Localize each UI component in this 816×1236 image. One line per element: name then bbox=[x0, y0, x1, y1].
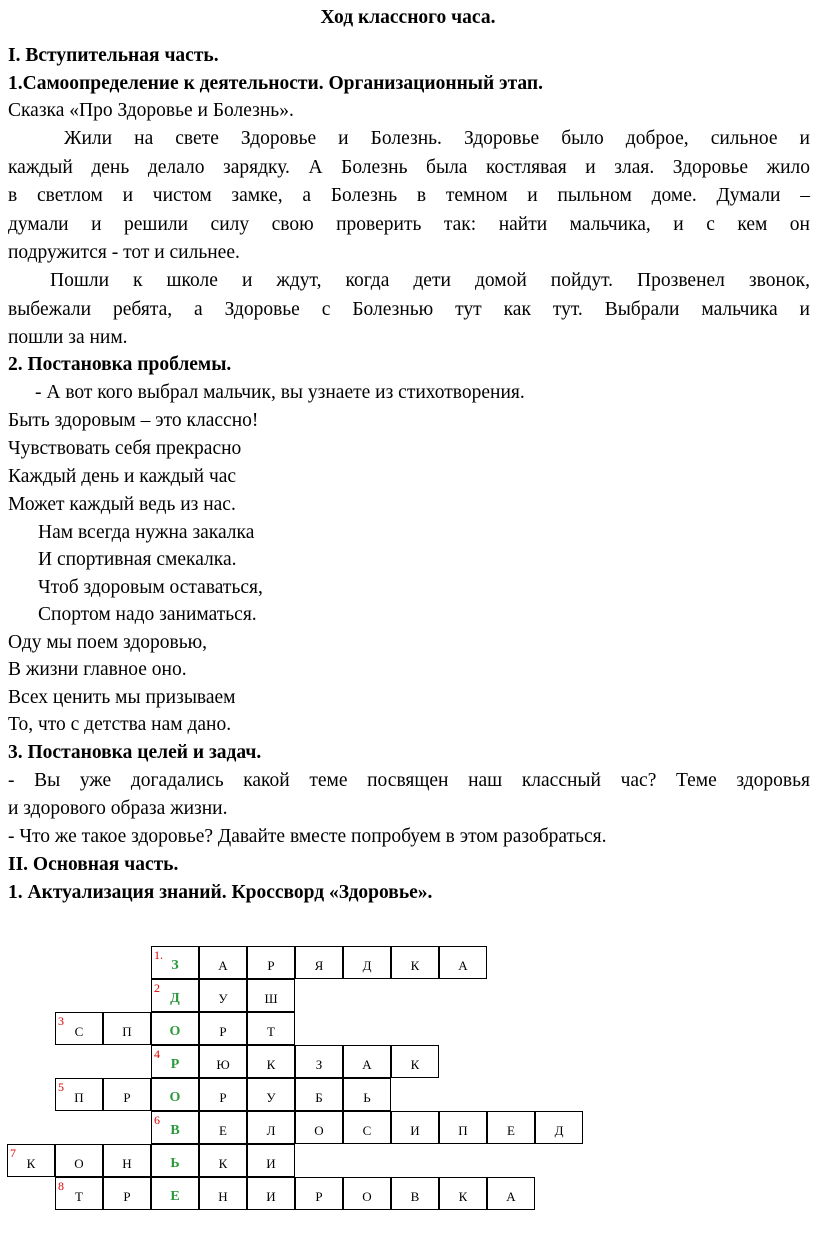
crossword-key-cell[interactable]: Е bbox=[151, 1177, 199, 1210]
crossword-cell[interactable]: Д bbox=[535, 1111, 583, 1144]
tale-line: Жили на свете Здоровье и Болезнь. Здоровье было доброе, сильное и bbox=[64, 128, 810, 149]
poem-line: Чтоб здоровым оставаться, bbox=[38, 577, 263, 598]
tale-line: Пошли к школе и ждут, когда дети домой пойдут. Прозвенел звонок, bbox=[50, 270, 810, 291]
crossword-clue-number: 7 bbox=[10, 1146, 16, 1160]
crossword-cell[interactable]: Б bbox=[295, 1078, 343, 1111]
crossword-cell[interactable]: А bbox=[343, 1045, 391, 1078]
crossword-cell[interactable]: В bbox=[391, 1177, 439, 1210]
crossword-cell[interactable]: Т bbox=[55, 1177, 103, 1210]
poem-line: Каждый день и каждый час bbox=[8, 466, 237, 487]
crossword-cell[interactable]: Д bbox=[343, 946, 391, 979]
tale-line: каждый день делало зарядку. А Болезнь была костлявая и злая. Здоровье жило bbox=[8, 157, 810, 178]
tale-line: выбежали ребята, а Здоровье с Болезнью тут как тут. Выбрали мальчика и bbox=[8, 299, 810, 320]
crossword-cell[interactable]: И bbox=[391, 1111, 439, 1144]
poem-line: Быть здоровым – это классно! bbox=[8, 410, 259, 431]
crossword-cell[interactable]: Н bbox=[199, 1177, 247, 1210]
poem-line: Оду мы поем здоровью, bbox=[8, 632, 208, 653]
crossword-cell[interactable]: Е bbox=[199, 1111, 247, 1144]
crossword-cell[interactable]: К bbox=[199, 1144, 247, 1177]
crossword-clue-number: 4 bbox=[154, 1047, 160, 1061]
crossword-key-cell[interactable]: З bbox=[151, 946, 199, 979]
crossword-cell[interactable]: С bbox=[55, 1012, 103, 1045]
subheading-crossword: 1. Актуализация знаний. Кроссворд «Здоровье». bbox=[8, 882, 433, 903]
crossword-cell[interactable]: Р bbox=[247, 946, 295, 979]
crossword-cell[interactable]: П bbox=[55, 1078, 103, 1111]
crossword-cell[interactable]: У bbox=[247, 1078, 295, 1111]
subheading-problem: 2. Постановка проблемы. bbox=[8, 354, 232, 375]
crossword-clue-number: 8 bbox=[58, 1179, 64, 1193]
goals-line: - Вы уже догадались какой теме посвящен наш классный час? Теме здоровья bbox=[8, 770, 810, 791]
crossword-cell[interactable]: И bbox=[247, 1177, 295, 1210]
crossword-cell[interactable]: П bbox=[439, 1111, 487, 1144]
crossword-cell[interactable]: А bbox=[199, 946, 247, 979]
goals-line: - Что же такое здоровье? Давайте вместе попробуем в этом разобраться. bbox=[8, 826, 607, 847]
crossword-cell[interactable]: И bbox=[247, 1144, 295, 1177]
poem-line: И спортивная смекалка. bbox=[38, 549, 237, 570]
subheading-self-determination: 1.Самоопределение к деятельности. Организационный этап. bbox=[8, 73, 543, 94]
poem-line: Спортом надо заниматься. bbox=[38, 604, 257, 625]
goals-line: и здорового образа жизни. bbox=[8, 798, 228, 819]
crossword-cell[interactable]: О bbox=[295, 1111, 343, 1144]
page-title: Ход классного часа. bbox=[320, 7, 496, 28]
poem-line: В жизни главное оно. bbox=[8, 659, 187, 680]
crossword-cell[interactable]: Р bbox=[103, 1078, 151, 1111]
crossword-cell[interactable]: К bbox=[7, 1144, 55, 1177]
crossword-key-cell[interactable]: Ь bbox=[151, 1144, 199, 1177]
tale-line: в светлом и чистом замке, а Болезнь в темном и пыльном доме. Думали – bbox=[8, 185, 810, 206]
tale-line: пошли за ним. bbox=[8, 327, 128, 348]
crossword-clue-number: 6 bbox=[154, 1113, 160, 1127]
crossword-key-cell[interactable]: О bbox=[151, 1012, 199, 1045]
crossword-cell[interactable]: О bbox=[55, 1144, 103, 1177]
poem-line: Может каждый ведь из нас. bbox=[8, 494, 236, 515]
crossword-key-cell[interactable]: Д bbox=[151, 979, 199, 1012]
crossword-key-cell[interactable]: О bbox=[151, 1078, 199, 1111]
crossword-cell[interactable]: П bbox=[103, 1012, 151, 1045]
subheading-goals: 3. Постановка целей и задач. bbox=[8, 742, 262, 763]
tale-line: думали и решили силу свою проверить так: найти мальчика, и с кем он bbox=[8, 214, 810, 235]
crossword-cell[interactable]: К bbox=[391, 1045, 439, 1078]
crossword-cell[interactable]: Л bbox=[247, 1111, 295, 1144]
poem-line: Всех ценить мы призываем bbox=[8, 687, 236, 708]
poem-line: Нам всегда нужна закалка bbox=[38, 522, 255, 543]
crossword-cell[interactable]: А bbox=[439, 946, 487, 979]
crossword-cell[interactable]: Ь bbox=[343, 1078, 391, 1111]
crossword-cell[interactable]: Р bbox=[199, 1012, 247, 1045]
crossword-cell[interactable]: Ю bbox=[199, 1045, 247, 1078]
crossword-cell[interactable]: У bbox=[199, 979, 247, 1012]
crossword-cell[interactable]: Н bbox=[103, 1144, 151, 1177]
crossword-clue-number: 5 bbox=[58, 1080, 64, 1094]
crossword-cell[interactable]: Т bbox=[247, 1012, 295, 1045]
crossword-cell[interactable]: К bbox=[391, 946, 439, 979]
poem-line: Чувствовать себя прекрасно bbox=[8, 438, 242, 459]
crossword-clue-number: 2 bbox=[154, 981, 160, 995]
crossword-key-cell[interactable]: Р bbox=[151, 1045, 199, 1078]
crossword-key-cell[interactable]: В bbox=[151, 1111, 199, 1144]
crossword-clue-number: 3 bbox=[58, 1014, 64, 1028]
crossword-cell[interactable]: К bbox=[439, 1177, 487, 1210]
section-heading-intro: I. Вступительная часть. bbox=[8, 45, 219, 66]
tale-title: Сказка «Про Здоровье и Болезнь». bbox=[8, 100, 294, 121]
crossword-cell[interactable]: Р bbox=[103, 1177, 151, 1210]
tale-line: подружится - тот и сильнее. bbox=[8, 242, 240, 263]
crossword-cell[interactable]: А bbox=[487, 1177, 535, 1210]
crossword-cell[interactable]: Е bbox=[487, 1111, 535, 1144]
crossword-cell[interactable]: З bbox=[295, 1045, 343, 1078]
crossword-cell[interactable]: Р bbox=[295, 1177, 343, 1210]
crossword-cell[interactable]: Ш bbox=[247, 979, 295, 1012]
crossword-cell[interactable]: К bbox=[247, 1045, 295, 1078]
crossword-cell[interactable]: О bbox=[343, 1177, 391, 1210]
poem-line: То, что с детства нам дано. bbox=[8, 714, 232, 735]
crossword-cell[interactable]: Я bbox=[295, 946, 343, 979]
intro-to-poem: - А вот кого выбрал мальчик, вы узнаете из стихотворения. bbox=[35, 382, 525, 403]
crossword-cell[interactable]: С bbox=[343, 1111, 391, 1144]
section-heading-main: II. Основная часть. bbox=[8, 854, 179, 875]
crossword-cell[interactable]: Р bbox=[199, 1078, 247, 1111]
crossword-clue-number: 1. bbox=[154, 948, 163, 962]
